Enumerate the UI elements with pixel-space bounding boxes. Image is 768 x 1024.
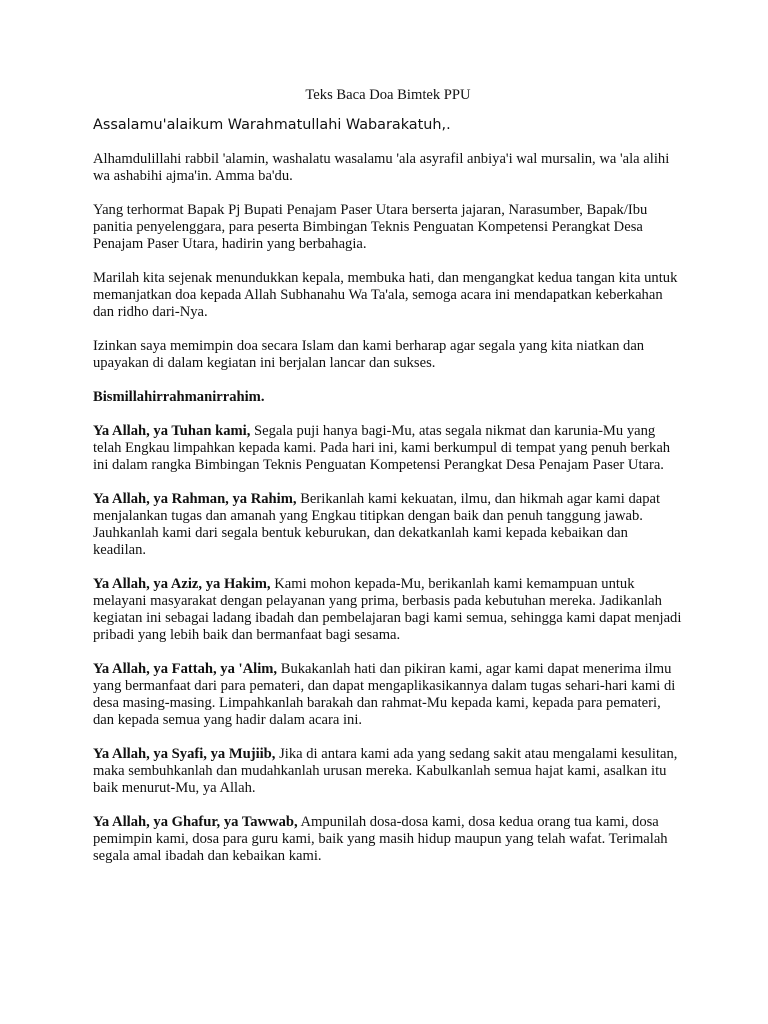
prayer-heading: Ya Allah, ya Aziz, ya Hakim, [93,576,271,592]
document-body [93,87,683,882]
prayer-paragraph [93,576,683,644]
basmalah: Bismillahirrahmanirrahim. [93,389,265,405]
prayer-text: Berikanlah kami kekuatan, ilmu, dan hikmah agar kami dapat menjalankan tugas dan amanah yang Engkau titipkan dengan baik dan penuh tanggung jawab. Jauhkanlah kami dari segala bentuk keburukan, dan dekatkanlah kami kepada kebaikan dan keadilan. [93,491,661,558]
prayer-heading: Ya Allah, ya Syafi, ya Mujiib, [93,746,276,762]
opening-paragraph: Alhamdulillahi rabbil 'alamin, washalatu wasalamu 'ala asyrafil anbiya'i wal mursalin, wa 'ala alihi wa ashabihi ajma'in. Amma ba'du. [93,151,670,184]
permission-paragraph: Izinkan saya memimpin doa secara Islam dan kami berharap agar segala yang kita niatkan dan upayakan di dalam kegiatan ini berjalan lancar dan sukses. [93,338,645,371]
invitation-paragraph: Marilah kita sejenak menundukkan kepala, membuka hati, dan mengangkat kedua tangan kita untuk memanjatkan doa kepada Allah Subhanahu Wa Ta'ala, semoga acara ini mendapatkan keberkahan dan ridho dari-Nya. [93,270,678,320]
prayer-text: Ampunilah dosa-dosa kami, dosa kedua orang tua kami, dosa pemimpin kami, dosa para guru kami, baik yang masih hidup maupun yang telah wafat. Terimalah segala amal ibadah dan kebaikan kami. [93,814,668,864]
prayer-text: Bukakanlah hati dan pikiran kami, agar kami dapat menerima ilmu yang bermanfaat dari para pemateri, dan dapat mengaplikasikannya dalam tugas sehari-hari kami di desa masing-masing. Limpahkanlah barakah dan rahmat-Mu kepada kami, kepada para pemateri, dan kepada semua yang hadir dalam acara ini. [93,661,676,728]
prayer-text: Jika di antara kami ada yang sedang sakit atau mengalami kesulitan, maka sembuhkanlah dan mudahkanlah urusan mereka. Kabulkanlah semua hajat kami, asalkan itu baik menurut-Mu, ya Allah. [93,746,678,796]
prayer-paragraph [93,423,683,474]
prayer-heading: Ya Allah, ya Fattah, ya 'Alim, [93,661,278,677]
prayer-paragraph [93,814,683,865]
prayer-paragraph [93,661,683,729]
greeting: Assalamu'alaikum Warahmatullahi Wabarakatuh,. [93,117,451,133]
prayer-heading: Ya Allah, ya Tuhan kami, [93,423,251,439]
address-paragraph: Yang terhormat Bapak Pj Bupati Penajam Paser Utara berserta jajaran, Narasumber, Bapak/Ibu panitia penyelenggara, para peserta Bimbingan Teknis Penguatan Kompetensi Perangkat Desa Penajam Paser Utara, hadirin yang berbahagia. [93,202,648,252]
prayer-heading: Ya Allah, ya Rahman, ya Rahim, [93,491,297,507]
document-title: Teks Baca Doa Bimtek PPU [305,87,471,103]
prayer-text: Segala puji hanya bagi-Mu, atas segala nikmat dan karunia-Mu yang telah Engkau limpahkan kepada kami. Pada hari ini, kami berkumpul di tempat yang penuh berkah ini dalam rangka Bimbingan Teknis Penguatan Kompetensi Perangkat Desa Penajam Paser Utara. [93,423,671,473]
prayer-paragraph [93,491,683,559]
prayer-paragraph [93,746,683,797]
prayer-heading: Ya Allah, ya Ghafur, ya Tawwab, [93,814,298,830]
prayer-text: Kami mohon kepada-Mu, berikanlah kami kemampuan untuk melayani masyarakat dengan pelayanan yang prima, berbasis pada kebutuhan mereka. Jadikanlah kegiatan ini sebagai ladang ibadah dan pembelajaran bagi kami semua, sehingga kami dapat menjadi pribadi yang lebih baik dan bermanfaat bagi sesama. [93,576,682,643]
